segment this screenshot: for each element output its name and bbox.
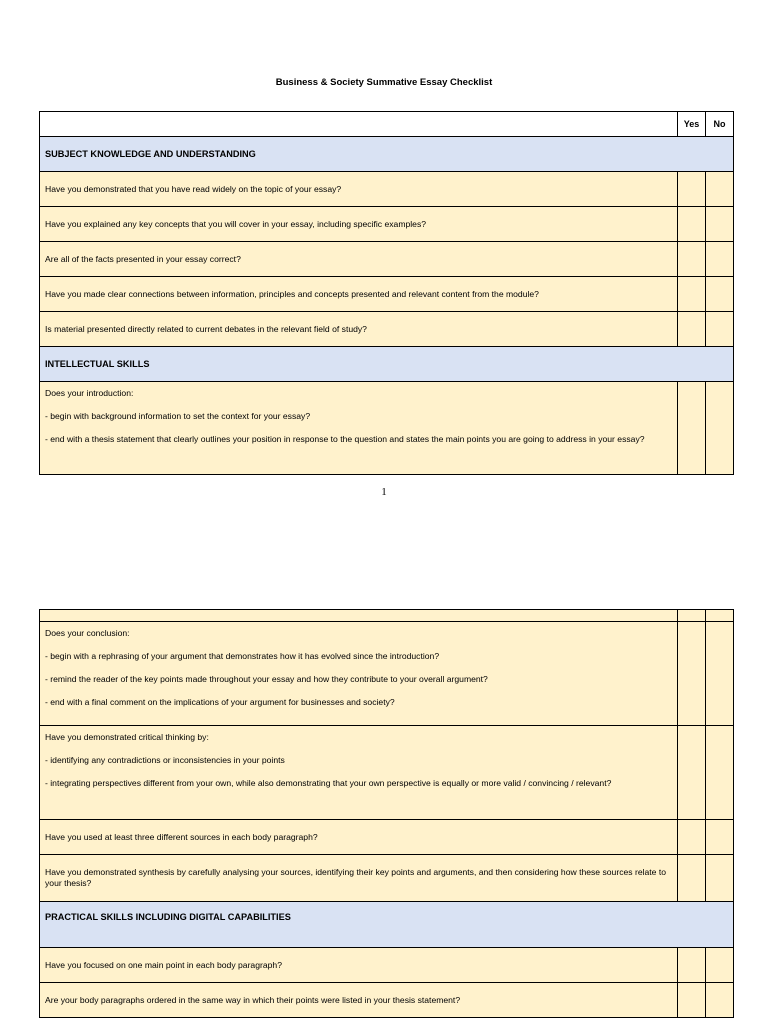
question-text <box>40 382 678 475</box>
question-line: - remind the reader of the key points made throughout your essay and how they contribute to your overall argument? <box>45 674 488 684</box>
section-row-practical-skills <box>40 902 734 948</box>
page-title: Business & Society Summative Essay Checklist <box>275 77 493 88</box>
question-text <box>40 622 678 726</box>
no-checkbox-cell[interactable] <box>706 207 734 242</box>
yes-checkbox-cell[interactable] <box>678 312 706 347</box>
question-row <box>40 855 734 902</box>
question-text: Have you focused on one main point in each body paragraph? <box>40 948 678 983</box>
question-line: - begin with a rephrasing of your argument that demonstrates how it has evolved since the introduction? <box>45 651 440 661</box>
question-line: - identifying any contradictions or inconsistencies in your points <box>45 755 285 765</box>
no-checkbox-cell[interactable] <box>706 610 734 622</box>
section-row-subject-knowledge <box>40 137 734 172</box>
question-row <box>40 948 734 983</box>
no-checkbox-cell[interactable] <box>706 983 734 1018</box>
no-checkbox-cell[interactable] <box>706 242 734 277</box>
no-checkbox-cell[interactable] <box>706 726 734 820</box>
yes-column-header: Yes <box>678 112 706 137</box>
section-title: PRACTICAL SKILLS INCLUDING DIGITAL CAPABILITIES <box>40 902 734 948</box>
yes-checkbox-cell[interactable] <box>678 983 706 1018</box>
question-line: - end with a final comment on the implications of your argument for businesses and society? <box>45 697 395 707</box>
no-checkbox-cell[interactable] <box>706 820 734 855</box>
question-row <box>40 726 734 820</box>
question-line: - begin with background information to set the context for your essay? <box>45 411 311 421</box>
question-row <box>40 820 734 855</box>
yes-checkbox-cell[interactable] <box>678 726 706 820</box>
yes-checkbox-cell[interactable] <box>678 382 706 475</box>
no-checkbox-cell[interactable] <box>706 277 734 312</box>
question-line: Have you demonstrated critical thinking by: <box>45 732 209 742</box>
yes-checkbox-cell[interactable] <box>678 855 706 902</box>
question-line: Does your introduction: <box>45 388 134 398</box>
question-row <box>40 312 734 347</box>
no-checkbox-cell[interactable] <box>706 622 734 726</box>
question-text: Have you explained any key concepts that you will cover in your essay, including specific examples? <box>40 207 678 242</box>
checklist-table-page-2 <box>39 609 734 1018</box>
no-checkbox-cell[interactable] <box>706 312 734 347</box>
no-checkbox-cell[interactable] <box>706 948 734 983</box>
question-text <box>40 726 678 820</box>
question-row <box>40 277 734 312</box>
checklist-table-page-1 <box>39 111 734 475</box>
question-line: - end with a thesis statement that clearly outlines your position in response to the question and states the main points you are going to address in your essay? <box>45 434 645 444</box>
question-text: Are all of the facts presented in your essay correct? <box>40 242 678 277</box>
yes-checkbox-cell[interactable] <box>678 622 706 726</box>
header-row <box>40 112 734 137</box>
section-row-intellectual-skills <box>40 347 734 382</box>
question-row <box>40 983 734 1018</box>
yes-checkbox-cell[interactable] <box>678 207 706 242</box>
question-text: Have you made clear connections between information, principles and concepts presented and relevant content from the module? <box>40 277 678 312</box>
continued-cell <box>40 610 678 622</box>
header-blank-cell <box>40 112 678 137</box>
question-text: Is material presented directly related to current debates in the relevant field of study? <box>40 312 678 347</box>
question-row <box>40 242 734 277</box>
yes-checkbox-cell[interactable] <box>678 610 706 622</box>
question-text: Have you used at least three different sources in each body paragraph? <box>40 820 678 855</box>
continued-row <box>40 610 734 622</box>
question-text: Have you demonstrated synthesis by carefully analysing your sources, identifying their key points and arguments, and then considering how these sources relate to your thesis? <box>40 855 678 902</box>
yes-checkbox-cell[interactable] <box>678 820 706 855</box>
no-checkbox-cell[interactable] <box>706 382 734 475</box>
no-checkbox-cell[interactable] <box>706 855 734 902</box>
no-checkbox-cell[interactable] <box>706 172 734 207</box>
question-row <box>40 382 734 475</box>
no-column-header: No <box>706 112 734 137</box>
question-text: Have you demonstrated that you have read widely on the topic of your essay? <box>40 172 678 207</box>
yes-checkbox-cell[interactable] <box>678 277 706 312</box>
question-line: Does your conclusion: <box>45 628 130 638</box>
question-row <box>40 172 734 207</box>
section-title: INTELLECTUAL SKILLS <box>40 347 734 382</box>
yes-checkbox-cell[interactable] <box>678 172 706 207</box>
question-text: Are your body paragraphs ordered in the same way in which their points were listed in your thesis statement? <box>40 983 678 1018</box>
question-row <box>40 622 734 726</box>
question-line: - integrating perspectives different from your own, while also demonstrating that your own perspective is equally or more valid / convincing / relevant? <box>45 778 612 788</box>
section-title: SUBJECT KNOWLEDGE AND UNDERSTANDING <box>40 137 734 172</box>
yes-checkbox-cell[interactable] <box>678 948 706 983</box>
question-row <box>40 207 734 242</box>
page-number: 1 <box>381 486 387 498</box>
yes-checkbox-cell[interactable] <box>678 242 706 277</box>
